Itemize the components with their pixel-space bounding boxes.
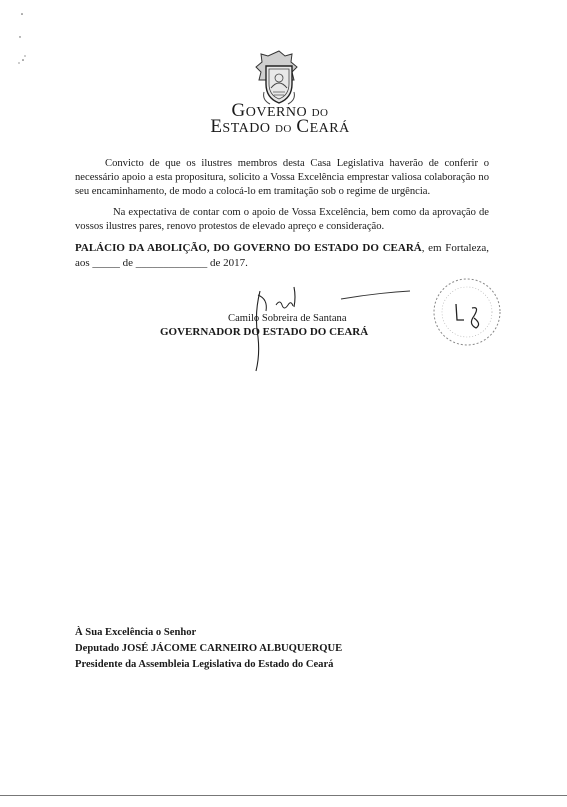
header-governo: GOVERNO DO xyxy=(231,100,329,121)
closing-place-date xyxy=(75,241,489,271)
state-crest-icon xyxy=(254,48,304,108)
protocol-stamp-icon xyxy=(428,276,506,348)
bottom-divider xyxy=(0,795,567,796)
closing-place: PALÁCIO DA ABOLIÇÃO, DO GOVERNO DO ESTADO DO CEARÁ xyxy=(75,242,422,254)
scan-specks xyxy=(0,0,40,70)
closing-date: , em Fortaleza, aos _____ de _____________ de 2017. xyxy=(75,242,489,269)
addressee-salutation: À Sua Excelência o Senhor xyxy=(75,627,197,638)
addressee-name: Deputado JOSÉ JÁCOME CARNEIRO ALBUQUERQUE xyxy=(75,643,343,654)
header-estado: ESTADO DO CEARÁ xyxy=(210,116,350,137)
paragraph-conviction: Convicto de que os ilustres membros desta Casa Legislativa haverão de conferir o necessário apoio a esta propositura, solicito a Vossa Excelência emprestar valiosa colaboração no seu encaminhamento, de modo a colocá-lo em tramitação sob o regime de urgência. xyxy=(75,158,489,197)
paragraph-expectation: Na expectativa de contar com o apoio de Vossa Excelência, bem como da aprovação de vossos ilustres pares, renovo protestos de elevado apreço e consideração. xyxy=(75,207,489,232)
addressee-position: Presidente da Assembleia Legislativa do Estado do Ceará xyxy=(75,659,334,670)
signer-name: Camilo Sobreira de Santana xyxy=(228,313,347,324)
signer-title: GOVERNADOR DO ESTADO DO CEARÁ xyxy=(160,326,369,338)
